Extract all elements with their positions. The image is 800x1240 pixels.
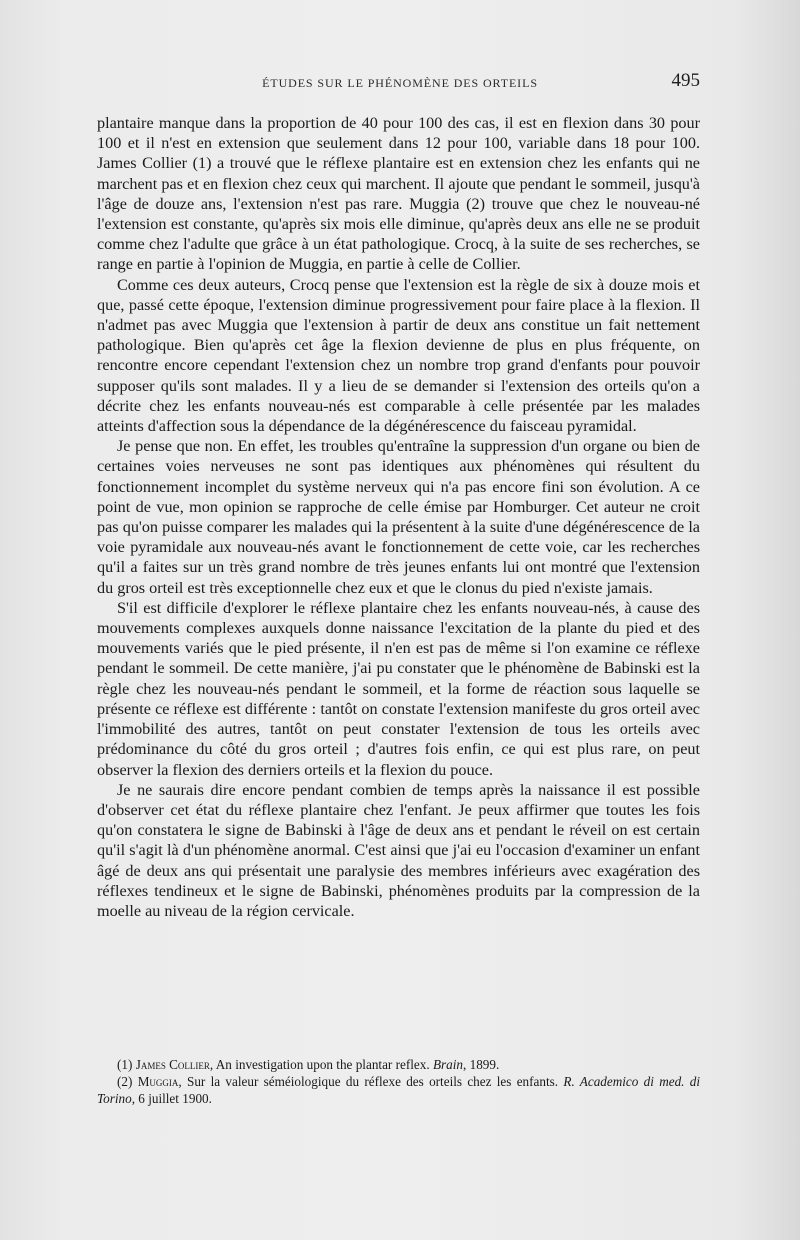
- footnote-author: Muggia: [137, 1074, 179, 1089]
- paragraph: plantaire manque dans la proportion de 40 pour 100 des cas, il est en flexion dans 30 pour 100 et il n'est en extension que seulement dans 12 pour 100, variable dans 18 pour 100. James Collier (1) a trouvé que le réflexe plantaire est en extension chez les enfants qui ne marchent pas et en flexion chez ceux qui marchent. Il ajoute que pendant le sommeil, jusqu'à l'âge de douze ans, l'extension n'est pas rare. Muggia (2) trouve que chez le nouveau-né l'extension est constante, qu'après six mois elle diminue, qu'après deux ans elle ne se produit comme chez l'adulte que grâce à un état pathologique. Crocq, à la suite de ses recherches, se range en partie à l'opinion de Muggia, en partie à celle de Collier.: [97, 114, 700, 274]
- page-header: [100, 70, 700, 94]
- paragraph: S'il est difficile d'explorer le réflexe plantaire chez les enfants nouveau-nés, à cause des mouvements complexes auxquels donne naissance l'excitation de la plante du pied et des mouvements variés que le pied présente, il n'en est pas de même si l'on examine ce réflexe pendant le sommeil. De cette manière, j'ai pu constater que le phénomène de Babinski est la règle chez les nouveau-nés pendant le sommeil, et la forme de réaction sous laquelle se présente ce réflexe est différente : tantôt on constate l'extension manifeste du gros orteil avec l'immobilité des autres, tantôt on peut constater l'extension de tous les orteils avec prédominance du côté du gros orteil ; d'autres fois enfin, ce qui est plus rare, on peut observer la flexion des derniers orteils et la flexion du pouce.: [97, 598, 700, 779]
- page-number: 495: [671, 70, 700, 91]
- footnote-text: , Sur la valeur séméiologique du réflexe des orteils chez les enfants.: [178, 1074, 559, 1089]
- footnote: [97, 1073, 700, 1107]
- footnote-source: Brain: [432, 1057, 464, 1072]
- footnote-number: (1): [117, 1057, 133, 1072]
- footnote-author: James Collier: [135, 1057, 210, 1072]
- body-text: [97, 113, 700, 921]
- paragraph: Je ne saurais dire encore pendant combien de temps après la naissance il est possible d'observer cet état du réflexe plantaire chez l'enfant. Je peux affirmer que toutes les fois qu'on constatera le signe de Babinski à l'âge de deux ans et pendant le réveil on est certain qu'il s'agit là d'un phénomène anormal. C'est ainsi que j'ai eu l'occasion d'examiner un enfant âgé de deux ans qui présentait une paralysie des membres inférieurs avec exagération des réflexes tendineux et le signe de Babinski, phénomènes produits par la compression de la moelle au niveau de la région cervicale.: [97, 780, 700, 920]
- footnote: [97, 1056, 700, 1073]
- paragraph: Je pense que non. En effet, les troubles qu'entraîne la suppression d'un organe ou bien de certaines voies nerveuses ne sont pas identiques aux phénomènes qui résultent du fonctionnement incomplet du système nerveux qui n'a pas encore fini son évolution. A ce point de vue, mon opinion se rapproche de celle émise par Homburger. Cet auteur ne croit pas qu'on puisse comparer les malades qui la présentent à la suite d'une dégénérescence de la voie pyramidale aux nouveau-nés avant le fonctionnement de cette voie, car les recherches qu'il a faites sur un très grand nombre de très jeunes enfants lui ont montré que l'extension du gros orteil est très exceptionnelle chez eux et que le clonus du pied n'existe jamais.: [97, 437, 700, 597]
- footnote-tail: , 6 juillet 1900.: [131, 1091, 212, 1106]
- footnote-source: R. Academico di med. di Torino: [97, 1074, 701, 1106]
- footnotes: [97, 1056, 700, 1107]
- footnote-text: , An investigation upon the plantar reflex.: [209, 1057, 430, 1072]
- paragraph: Comme ces deux auteurs, Crocq pense que l'extension est la règle de six à douze mois et que, passé cette époque, l'extension diminue progressivement pour faire place à la flexion. Il n'admet pas avec Muggia que l'extension à partir de deux ans constitue un fait nettement pathologique. Bien qu'après cet âge la flexion devienne de plus en plus fréquente, on rencontre encore cependant l'extension chez un nombre trop grand d'enfants pour pouvoir supposer qu'ils sont malades. Il y a lieu de se demander si l'extension des orteils qu'on a décrite chez les enfants nouveau-nés est comparable à celle présentée par les malades atteints d'affection sous la dépendance de la dégénérescence du faisceau pyramidal.: [97, 275, 700, 436]
- running-title: ÉTUDES SUR LE PHÉNOMÈNE DES ORTEILS: [262, 76, 538, 90]
- footnote-tail: , 1899.: [463, 1057, 500, 1072]
- footnote-number: (2): [117, 1074, 133, 1089]
